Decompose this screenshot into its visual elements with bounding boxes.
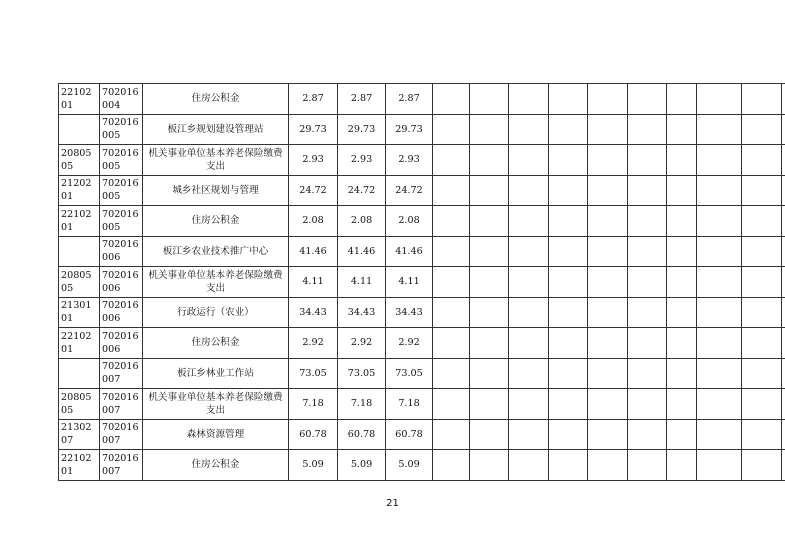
unit-code-cell: 702016 005 (100, 175, 143, 206)
empty-cell (628, 328, 667, 359)
empty-cell (742, 389, 782, 420)
amount-basic-cell: 2.93 (338, 145, 386, 176)
table-row (59, 297, 785, 328)
table-row (59, 236, 785, 267)
subject-code-cell: 22102 01 (59, 328, 100, 359)
empty-cell (782, 267, 785, 298)
empty-cell (782, 206, 785, 237)
empty-cell (588, 175, 628, 206)
empty-cell (549, 236, 588, 267)
amount-basic-cell: 7.18 (338, 389, 386, 420)
empty-cell (782, 328, 785, 359)
amount-personnel-cell: 29.73 (386, 114, 433, 145)
empty-cell (549, 175, 588, 206)
empty-cell (588, 114, 628, 145)
empty-cell (470, 419, 509, 450)
empty-cell (470, 145, 509, 176)
empty-cell (470, 236, 509, 267)
unit-code-cell: 702016 006 (100, 328, 143, 359)
amount-personnel-cell: 2.92 (386, 328, 433, 359)
empty-cell (433, 358, 470, 389)
page-number: 21 (386, 498, 399, 509)
empty-cell (509, 145, 549, 176)
empty-cell (588, 450, 628, 481)
table-row (59, 114, 785, 145)
empty-cell (667, 297, 697, 328)
unit-code-cell: 702016 005 (100, 114, 143, 145)
budget-table (58, 83, 785, 481)
empty-cell (697, 389, 742, 420)
empty-cell (628, 236, 667, 267)
table-row (59, 267, 785, 298)
empty-cell (433, 450, 470, 481)
item-name-cell: 城乡社区规划与管理 (143, 175, 289, 206)
item-name-cell: 行政运行（农业） (143, 297, 289, 328)
amount-total-cell: 24.72 (289, 175, 338, 206)
amount-personnel-cell: 73.05 (386, 358, 433, 389)
table-row (59, 84, 785, 115)
item-name-cell: 机关事业单位基本养老保险缴费支出 (143, 267, 289, 298)
empty-cell (588, 358, 628, 389)
empty-cell (782, 236, 785, 267)
item-name-cell: 机关事业单位基本养老保险缴费支出 (143, 389, 289, 420)
empty-cell (782, 389, 785, 420)
empty-cell (667, 145, 697, 176)
empty-cell (470, 206, 509, 237)
empty-cell (782, 297, 785, 328)
amount-basic-cell: 41.46 (338, 236, 386, 267)
empty-cell (628, 358, 667, 389)
empty-cell (433, 328, 470, 359)
empty-cell (549, 450, 588, 481)
empty-cell (697, 328, 742, 359)
empty-cell (628, 297, 667, 328)
empty-cell (667, 450, 697, 481)
empty-cell (628, 419, 667, 450)
item-name-cell: 板江乡规划建设管理站 (143, 114, 289, 145)
empty-cell (549, 328, 588, 359)
amount-personnel-cell: 2.87 (386, 84, 433, 115)
empty-cell (509, 328, 549, 359)
amount-total-cell: 41.46 (289, 236, 338, 267)
unit-code-cell: 702016 007 (100, 450, 143, 481)
amount-basic-cell: 2.87 (338, 84, 386, 115)
empty-cell (549, 84, 588, 115)
empty-cell (697, 297, 742, 328)
subject-code-cell: 22102 01 (59, 84, 100, 115)
empty-cell (628, 267, 667, 298)
empty-cell (549, 206, 588, 237)
empty-cell (509, 450, 549, 481)
empty-cell (667, 236, 697, 267)
empty-cell (470, 84, 509, 115)
table-row (59, 206, 785, 237)
empty-cell (509, 297, 549, 328)
item-name-cell: 板江乡林业工作站 (143, 358, 289, 389)
table-row (59, 358, 785, 389)
empty-cell (433, 267, 470, 298)
empty-cell (742, 114, 782, 145)
empty-cell (433, 389, 470, 420)
amount-basic-cell: 24.72 (338, 175, 386, 206)
subject-code-cell: 20805 05 (59, 145, 100, 176)
item-name-cell: 住房公积金 (143, 450, 289, 481)
unit-code-cell: 702016 005 (100, 206, 143, 237)
amount-basic-cell: 29.73 (338, 114, 386, 145)
empty-cell (742, 297, 782, 328)
empty-cell (782, 114, 785, 145)
empty-cell (470, 328, 509, 359)
empty-cell (433, 114, 470, 145)
subject-code-cell: 20805 05 (59, 389, 100, 420)
amount-total-cell: 29.73 (289, 114, 338, 145)
empty-cell (782, 84, 785, 115)
empty-cell (782, 419, 785, 450)
empty-cell (782, 145, 785, 176)
amount-basic-cell: 5.09 (338, 450, 386, 481)
empty-cell (509, 389, 549, 420)
empty-cell (667, 175, 697, 206)
empty-cell (509, 358, 549, 389)
amount-total-cell: 7.18 (289, 389, 338, 420)
empty-cell (697, 419, 742, 450)
unit-code-cell: 702016 004 (100, 84, 143, 115)
empty-cell (628, 175, 667, 206)
empty-cell (697, 450, 742, 481)
empty-cell (742, 175, 782, 206)
empty-cell (667, 84, 697, 115)
subject-code-cell: 22102 01 (59, 206, 100, 237)
empty-cell (628, 450, 667, 481)
subject-code-cell: 21302 07 (59, 419, 100, 450)
item-name-cell: 住房公积金 (143, 206, 289, 237)
empty-cell (588, 328, 628, 359)
amount-personnel-cell: 2.08 (386, 206, 433, 237)
empty-cell (742, 236, 782, 267)
empty-cell (742, 84, 782, 115)
table-row (59, 145, 785, 176)
empty-cell (782, 358, 785, 389)
unit-code-cell: 702016 006 (100, 267, 143, 298)
empty-cell (470, 175, 509, 206)
subject-code-cell (59, 236, 100, 267)
empty-cell (697, 175, 742, 206)
amount-total-cell: 34.43 (289, 297, 338, 328)
empty-cell (470, 267, 509, 298)
empty-cell (667, 114, 697, 145)
empty-cell (509, 114, 549, 145)
empty-cell (509, 175, 549, 206)
amount-personnel-cell: 4.11 (386, 267, 433, 298)
subject-code-cell: 21301 01 (59, 297, 100, 328)
unit-code-cell: 702016 007 (100, 419, 143, 450)
empty-cell (588, 389, 628, 420)
empty-cell (628, 114, 667, 145)
empty-cell (549, 114, 588, 145)
empty-cell (588, 206, 628, 237)
unit-code-cell: 702016 007 (100, 358, 143, 389)
empty-cell (549, 358, 588, 389)
empty-cell (509, 267, 549, 298)
item-name-cell: 板江乡农业技术推广中心 (143, 236, 289, 267)
amount-total-cell: 73.05 (289, 358, 338, 389)
amount-personnel-cell: 7.18 (386, 389, 433, 420)
empty-cell (697, 114, 742, 145)
amount-total-cell: 2.92 (289, 328, 338, 359)
empty-cell (628, 206, 667, 237)
amount-basic-cell: 34.43 (338, 297, 386, 328)
empty-cell (433, 419, 470, 450)
table-row (59, 328, 785, 359)
subject-code-cell: 22102 01 (59, 450, 100, 481)
empty-cell (549, 267, 588, 298)
empty-cell (667, 419, 697, 450)
empty-cell (509, 236, 549, 267)
empty-cell (588, 236, 628, 267)
subject-code-cell (59, 358, 100, 389)
empty-cell (549, 297, 588, 328)
amount-basic-cell: 4.11 (338, 267, 386, 298)
empty-cell (433, 145, 470, 176)
table-row (59, 419, 785, 450)
empty-cell (742, 450, 782, 481)
empty-cell (667, 358, 697, 389)
empty-cell (628, 389, 667, 420)
empty-cell (628, 84, 667, 115)
empty-cell (470, 114, 509, 145)
empty-cell (697, 267, 742, 298)
unit-code-cell: 702016 006 (100, 297, 143, 328)
empty-cell (742, 358, 782, 389)
item-name-cell: 机关事业单位基本养老保险缴费支出 (143, 145, 289, 176)
empty-cell (470, 389, 509, 420)
empty-cell (782, 450, 785, 481)
empty-cell (470, 297, 509, 328)
unit-code-cell: 702016 007 (100, 389, 143, 420)
amount-total-cell: 2.08 (289, 206, 338, 237)
empty-cell (742, 145, 782, 176)
empty-cell (509, 84, 549, 115)
item-name-cell: 住房公积金 (143, 84, 289, 115)
unit-code-cell: 702016 005 (100, 145, 143, 176)
amount-basic-cell: 2.92 (338, 328, 386, 359)
amount-personnel-cell: 41.46 (386, 236, 433, 267)
empty-cell (433, 206, 470, 237)
amount-total-cell: 2.87 (289, 84, 338, 115)
amount-total-cell: 5.09 (289, 450, 338, 481)
amount-personnel-cell: 5.09 (386, 450, 433, 481)
empty-cell (549, 419, 588, 450)
empty-cell (588, 297, 628, 328)
amount-basic-cell: 2.08 (338, 206, 386, 237)
empty-cell (667, 328, 697, 359)
empty-cell (697, 84, 742, 115)
table-row (59, 450, 785, 481)
empty-cell (628, 145, 667, 176)
amount-total-cell: 2.93 (289, 145, 338, 176)
unit-code-cell: 702016 006 (100, 236, 143, 267)
empty-cell (742, 328, 782, 359)
empty-cell (667, 206, 697, 237)
amount-total-cell: 60.78 (289, 419, 338, 450)
amount-personnel-cell: 2.93 (386, 145, 433, 176)
amount-personnel-cell: 60.78 (386, 419, 433, 450)
empty-cell (742, 419, 782, 450)
amount-basic-cell: 73.05 (338, 358, 386, 389)
subject-code-cell: 20805 05 (59, 267, 100, 298)
empty-cell (667, 267, 697, 298)
table-row (59, 389, 785, 420)
empty-cell (588, 419, 628, 450)
amount-basic-cell: 60.78 (338, 419, 386, 450)
empty-cell (697, 236, 742, 267)
empty-cell (742, 267, 782, 298)
empty-cell (509, 206, 549, 237)
amount-personnel-cell: 24.72 (386, 175, 433, 206)
empty-cell (470, 358, 509, 389)
subject-code-cell: 21202 01 (59, 175, 100, 206)
empty-cell (470, 450, 509, 481)
item-name-cell: 住房公积金 (143, 328, 289, 359)
amount-personnel-cell: 34.43 (386, 297, 433, 328)
empty-cell (433, 236, 470, 267)
subject-code-cell (59, 114, 100, 145)
empty-cell (782, 175, 785, 206)
empty-cell (697, 358, 742, 389)
empty-cell (667, 389, 697, 420)
empty-cell (588, 267, 628, 298)
empty-cell (433, 297, 470, 328)
amount-total-cell: 4.11 (289, 267, 338, 298)
empty-cell (697, 206, 742, 237)
empty-cell (549, 145, 588, 176)
empty-cell (588, 84, 628, 115)
empty-cell (433, 84, 470, 115)
empty-cell (588, 145, 628, 176)
empty-cell (697, 145, 742, 176)
empty-cell (433, 175, 470, 206)
item-name-cell: 森林资源管理 (143, 419, 289, 450)
empty-cell (509, 419, 549, 450)
table-body (59, 84, 785, 481)
empty-cell (549, 389, 588, 420)
empty-cell (742, 206, 782, 237)
table-row (59, 175, 785, 206)
